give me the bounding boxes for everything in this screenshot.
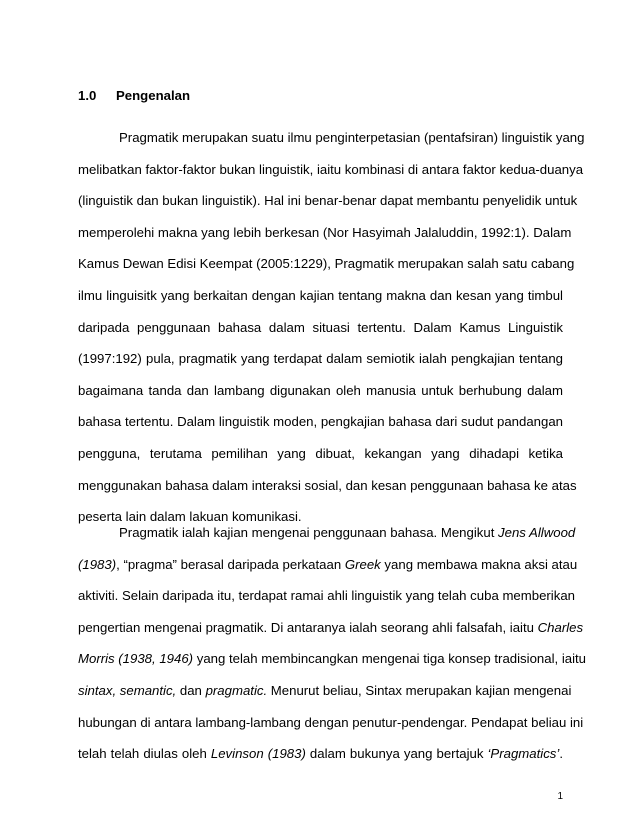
italic-text: Greek: [344, 556, 381, 572]
text-line: [78, 612, 584, 644]
text-run: dalam bukunya yang bertajuk: [305, 746, 488, 762]
text-line: [78, 248, 575, 280]
italic-text: Jens Allwood: [498, 525, 576, 540]
text-line: [78, 470, 577, 502]
text-line: [78, 122, 585, 154]
text-line: [78, 517, 576, 549]
section-title: Pengenalan: [116, 88, 191, 103]
text-run: menggunakan bahasa dalam interaksi sosial, dan kesan penggunaan bahasa ke atas: [78, 477, 577, 493]
section-number: 1.0: [78, 88, 97, 103]
text-line: [78, 185, 578, 217]
text-line: [78, 738, 563, 770]
italic-text: pragmatic.: [205, 682, 268, 698]
section-heading: [78, 88, 190, 103]
italic-text: (1983): [78, 556, 117, 572]
text-run: daripada penggunaan bahasa dalam situasi tertentu. Dalam Kamus Linguistik: [78, 319, 563, 335]
text-run: peserta lain dalam lakuan komunikasi.: [78, 509, 302, 525]
text-line: [78, 375, 563, 407]
page-number: 1: [557, 791, 563, 802]
text-run: dan: [176, 682, 206, 698]
text-line: [78, 675, 572, 707]
text-run: pengertian mengenai pragmatik. Di antaranya ialah seorang ahli falsafah, iaitu: [78, 619, 538, 635]
text-line: [78, 312, 563, 344]
text-run: hubungan di antara lambang-lambang dengan penutur-pendengar. Pendapat beliau ini: [78, 714, 584, 730]
text-line: [78, 549, 578, 581]
text-run: memperolehi makna yang lebih berkesan (Nor Hasyimah Jalaluddin, 1992:1). Dalam: [78, 224, 572, 240]
text-line: [78, 707, 584, 739]
text-run: .: [559, 746, 563, 762]
text-line: [78, 643, 587, 675]
text-run: pengguna, terutama pemilihan yang dibuat, kekangan yang dihadapi ketika: [78, 445, 563, 461]
text-run: yang telah membincangkan mengenai tiga konsep tradisional, iaitu: [193, 651, 587, 667]
text-run: Pragmatik ialah kajian mengenai penggunaan bahasa. Mengikut: [119, 525, 499, 540]
text-line: [78, 438, 563, 470]
italic-text: ‘Pragmatics’: [487, 746, 560, 762]
italic-text: sintax, semantic,: [78, 682, 177, 698]
text-run: (1997:192) pula, pragmatik yang terdapat dalam semiotik ialah pengkajian tentang: [78, 351, 563, 367]
italic-text: Morris (1938, 1946): [78, 651, 194, 667]
text-run: , “pragma” berasal daripada perkataan: [116, 556, 345, 572]
text-line: [78, 406, 563, 438]
text-run: telah telah diulas oleh: [78, 746, 211, 762]
text-run: yang membawa makna aksi atau: [380, 556, 578, 572]
italic-text: Charles: [537, 619, 584, 635]
text-line: [78, 154, 584, 186]
text-run: Pragmatik merupakan suatu ilmu penginterpetasian (pentafsiran) linguistik yang: [119, 130, 585, 145]
text-run: melibatkan faktor-faktor bukan linguistik, iaitu kombinasi di antara faktor kedua-duanya: [78, 161, 584, 177]
text-run: bagaimana tanda dan lambang digunakan oleh manusia untuk berhubung dalam: [78, 382, 563, 398]
text-run: ilmu linguisitk yang berkaitan dengan kajian tentang makna dan kesan yang timbul: [78, 287, 563, 303]
text-run: bahasa tertentu. Dalam linguistik moden, pengkajian bahasa dari sudut pandangan: [78, 414, 563, 430]
text-line: [78, 580, 575, 612]
paragraph-pragmatik-definition: [78, 517, 587, 770]
text-line: [78, 280, 563, 312]
text-run: aktiviti. Selain daripada itu, terdapat ramai ahli linguistik yang telah cuba memberikan: [78, 588, 575, 604]
text-run: Menurut beliau, Sintax merupakan kajian mengenai: [267, 682, 572, 698]
italic-text: Levinson (1983): [210, 746, 306, 762]
text-run: (linguistik dan bukan linguistik). Hal ini benar-benar dapat membantu penyelidik untuk: [78, 193, 578, 209]
text-line: [78, 217, 572, 249]
text-run: Kamus Dewan Edisi Keempat (2005:1229), Pragmatik merupakan salah satu cabang: [78, 256, 575, 272]
text-line: [78, 343, 563, 375]
